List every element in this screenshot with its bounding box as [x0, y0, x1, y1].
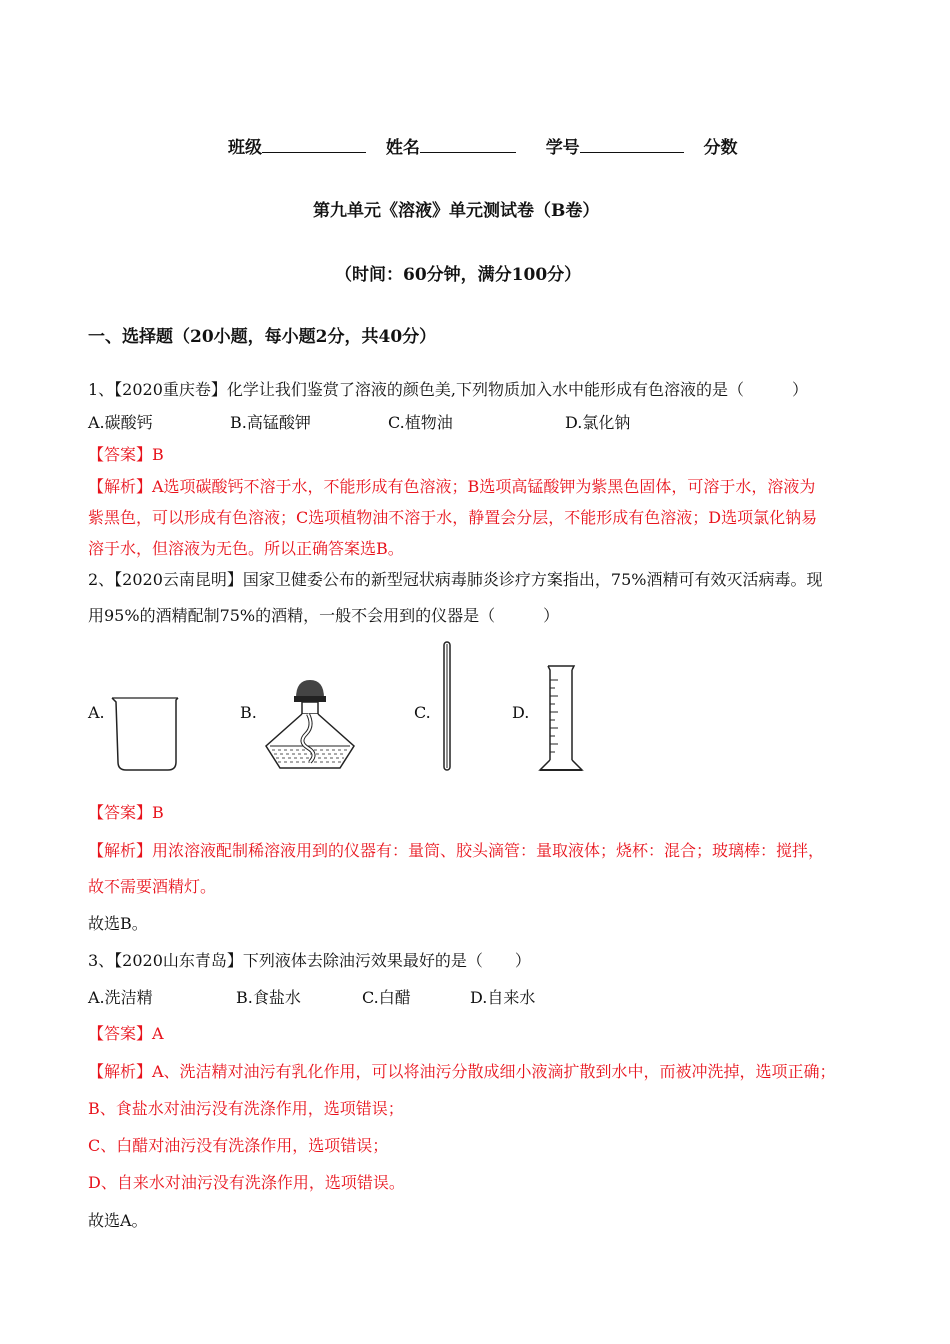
q2-analysis-line-2: 故不需要酒精灯。	[88, 877, 217, 896]
q1-option-b: B.高锰酸钾	[230, 413, 311, 432]
q3-analysis-line-3: C、白醋对油污没有洗涤作用，选项错误；	[88, 1136, 389, 1155]
header-info-line	[228, 133, 738, 158]
q1-option-d: D.氯化钠	[565, 413, 631, 432]
q1-analysis-line-3: 溶于水，但溶液为无色。所以正确答案选B。	[88, 539, 404, 558]
q2-answer: 【答案】B	[88, 803, 164, 822]
beaker-icon	[104, 690, 184, 774]
graduated-cylinder-icon	[538, 664, 584, 776]
q3-analysis-line-4: D、自来水对油污没有洗涤作用，选项错误。	[88, 1173, 405, 1192]
q2-conclusion: 故选B。	[88, 914, 148, 933]
q1-answer: 【答案】B	[88, 445, 164, 464]
student-id-label: 学号	[545, 138, 580, 158]
q1-analysis-line-2: 紫黑色，可以形成有色溶液；C选项植物油不溶于水，静置会分层，不能形成有色溶液；D选项氯化钠易	[88, 508, 818, 527]
name-label: 姓名	[385, 138, 420, 158]
q3-stem: 3、【2020山东青岛】下列液体去除油污效果最好的是（ ）	[88, 951, 531, 970]
page-subtitle: （时间：60分钟，满分100分）	[335, 265, 582, 285]
q3-conclusion: 故选A。	[88, 1211, 148, 1230]
q3-analysis-line-2: B、食盐水对油污没有洗涤作用，选项错误；	[88, 1099, 404, 1118]
q2-option-a-label: A.	[88, 703, 105, 722]
q3-option-b: B.食盐水	[236, 988, 301, 1007]
q1-stem: 1、【2020重庆卷】化学让我们鉴赏了溶液的颜色美,下列物质加入水中能形成有色溶液的是（ ）	[88, 380, 808, 399]
q3-option-a: A.洗洁精	[88, 988, 153, 1007]
student-id-blank	[580, 137, 684, 153]
section-heading: 一、选择题（20小题，每小题2分，共40分）	[88, 327, 437, 347]
q1-analysis-line-1: 【解析】A选项碳酸钙不溶于水，不能形成有色溶液；B选项高锰酸钾为紫黑色固体，可溶于水，溶液为	[88, 477, 816, 496]
q3-answer: 【答案】A	[88, 1024, 164, 1043]
name-blank	[420, 137, 516, 153]
q1-option-a: A.碳酸钙	[88, 413, 153, 432]
q1-option-c: C.植物油	[388, 413, 453, 432]
q3-analysis-line-1: 【解析】A、洗洁精对油污有乳化作用，可以将油污分散成细小液滴扩散到水中，而被冲洗掉，选项正确；	[88, 1062, 836, 1081]
score-label: 分数	[703, 138, 738, 158]
q2-stem-line-1: 2、【2020云南昆明】国家卫健委公布的新型冠状病毒肺炎诊疗方案指出，75%酒精可有效灭活病毒。现	[88, 570, 823, 589]
class-label: 班级	[228, 138, 262, 158]
q2-stem-line-2: 用95%的酒精配制75%的酒精，一般不会用到的仪器是（ ）	[88, 606, 560, 625]
q2-option-c-label: C.	[414, 703, 431, 722]
class-blank	[262, 137, 366, 153]
q3-option-c: C.白醋	[362, 988, 411, 1007]
q2-option-b-label: B.	[240, 703, 257, 722]
alcohol-lamp-icon	[262, 676, 358, 776]
q3-option-d: D.自来水	[470, 988, 536, 1007]
q2-analysis-line-1: 【解析】用浓溶液配制稀溶液用到的仪器有：量筒、胶头滴管：量取液体；烧杯：混合；玻璃棒：搅拌，	[88, 841, 825, 860]
q2-option-d-label: D.	[512, 703, 530, 722]
glass-rod-icon	[441, 640, 453, 772]
page-title: 第九单元《溶液》单元测试卷（B卷）	[313, 201, 600, 221]
